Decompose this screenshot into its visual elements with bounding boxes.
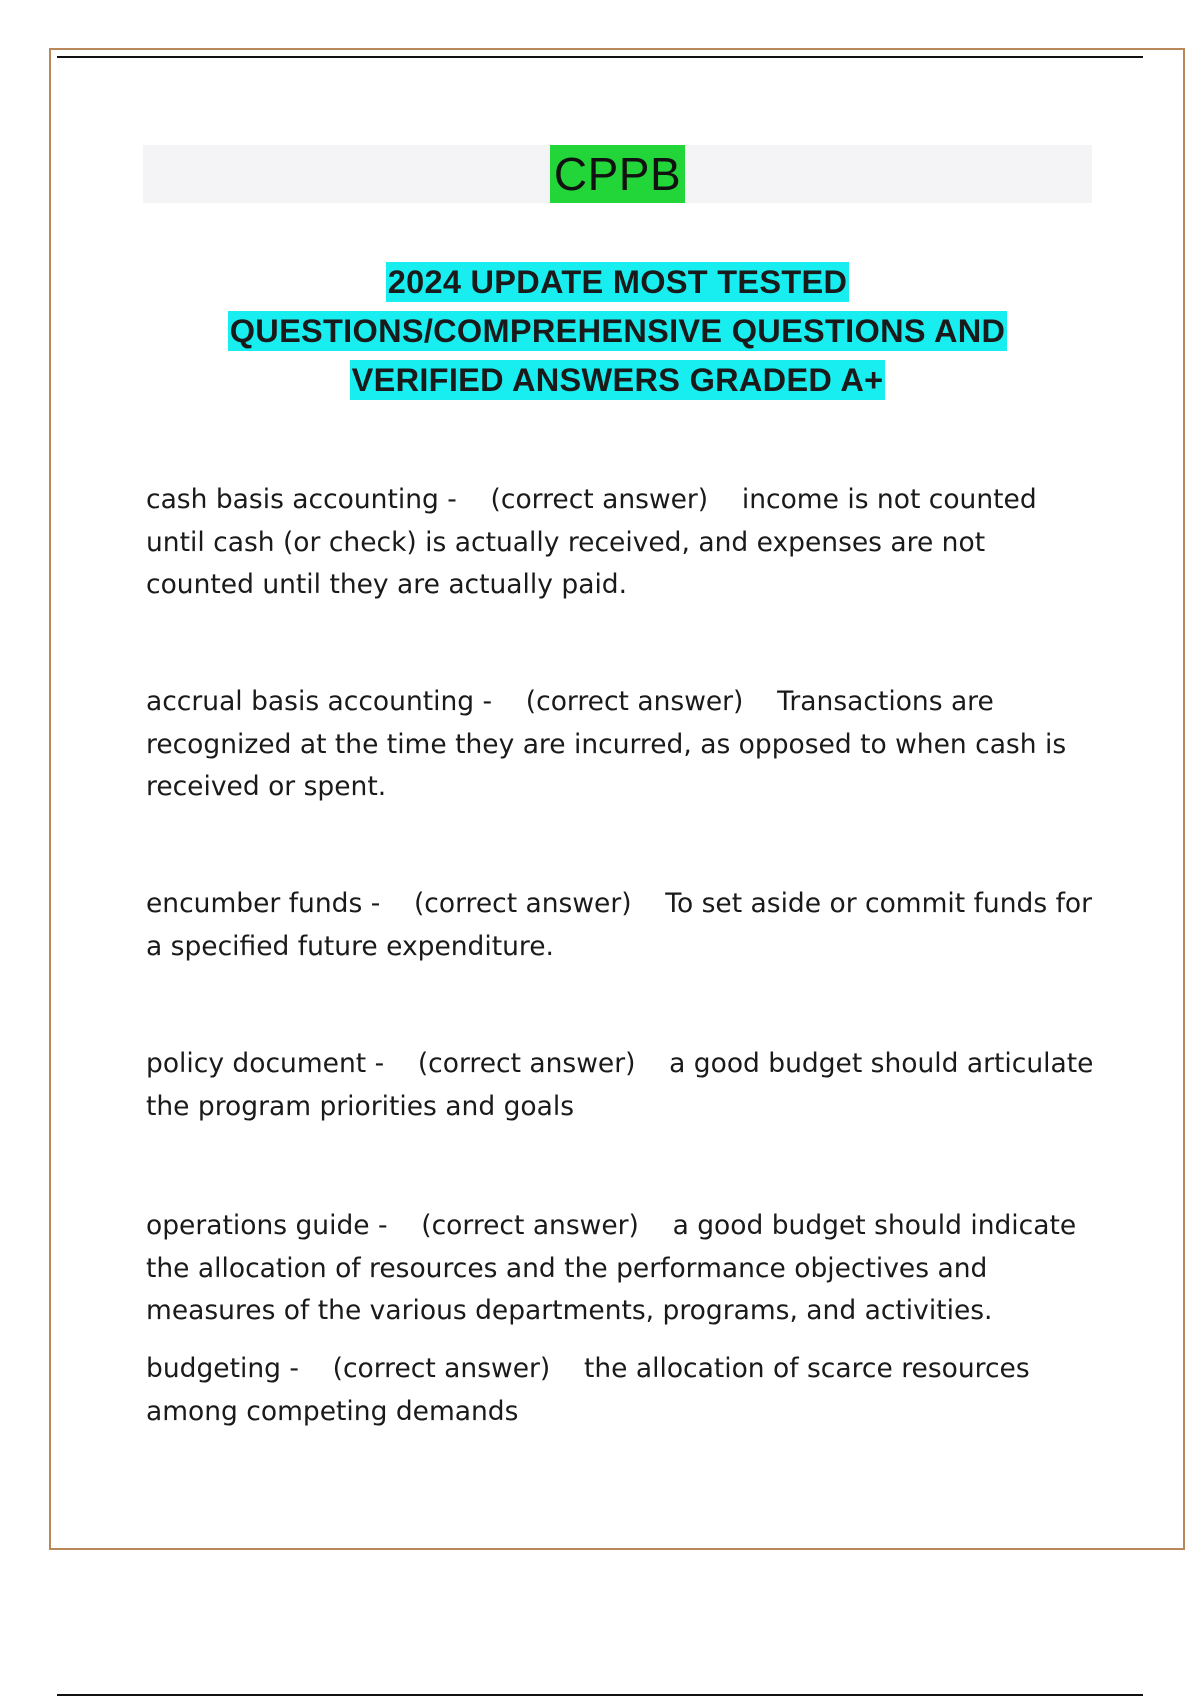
qa-answer: income is not counted until cash (or check) is actually received, and expenses are not counted until they are actually paid. bbox=[146, 484, 1037, 600]
title-band bbox=[143, 145, 1092, 203]
qa-item-budgeting bbox=[146, 1348, 1096, 1433]
subtitle-line-3: VERIFIED ANSWERS GRADED A+ bbox=[351, 362, 884, 398]
qa-term: policy document - bbox=[146, 1048, 385, 1079]
document-title: CPPB bbox=[550, 145, 685, 203]
qa-marker: (correct answer) bbox=[421, 1210, 639, 1241]
qa-term: encumber funds - bbox=[146, 888, 381, 919]
qa-term: cash basis accounting - bbox=[146, 484, 457, 515]
qa-answer: a good budget should indicate the allocation of resources and the performance objectives and measures of the various departments, programs, and activities. bbox=[146, 1210, 1077, 1326]
qa-marker: (correct answer) bbox=[490, 484, 709, 515]
qa-answer: To set aside or commit funds for a specified future expenditure. bbox=[146, 888, 1093, 962]
qa-marker: (correct answer) bbox=[413, 888, 632, 919]
qa-item-policy-document bbox=[146, 1043, 1096, 1128]
qa-term: budgeting - bbox=[146, 1353, 299, 1384]
document-subtitle bbox=[120, 258, 1115, 405]
qa-term: operations guide - bbox=[146, 1210, 388, 1241]
qa-answer: a good budget should articulate the program priorities and goals bbox=[146, 1048, 1094, 1122]
qa-item-encumber-funds bbox=[146, 883, 1096, 968]
qa-marker: (correct answer) bbox=[525, 686, 744, 717]
qa-term: accrual basis accounting - bbox=[146, 686, 493, 717]
qa-answer: the allocation of scarce resources among competing demands bbox=[146, 1353, 1030, 1427]
qa-item-cash-basis bbox=[146, 479, 1096, 607]
qa-item-accrual-basis bbox=[146, 681, 1096, 809]
qa-marker: (correct answer) bbox=[417, 1048, 636, 1079]
qa-marker: (correct answer) bbox=[332, 1353, 551, 1384]
qa-answer: Transactions are recognized at the time they are incurred, as opposed to when cash is received or spent. bbox=[146, 686, 1067, 802]
subtitle-line-2: QUESTIONS/COMPREHENSIVE QUESTIONS AND bbox=[229, 313, 1006, 349]
bottom-rule bbox=[57, 1694, 1143, 1696]
subtitle-line-1: 2024 UPDATE MOST TESTED bbox=[387, 264, 848, 300]
qa-item-operations-guide bbox=[146, 1205, 1096, 1333]
